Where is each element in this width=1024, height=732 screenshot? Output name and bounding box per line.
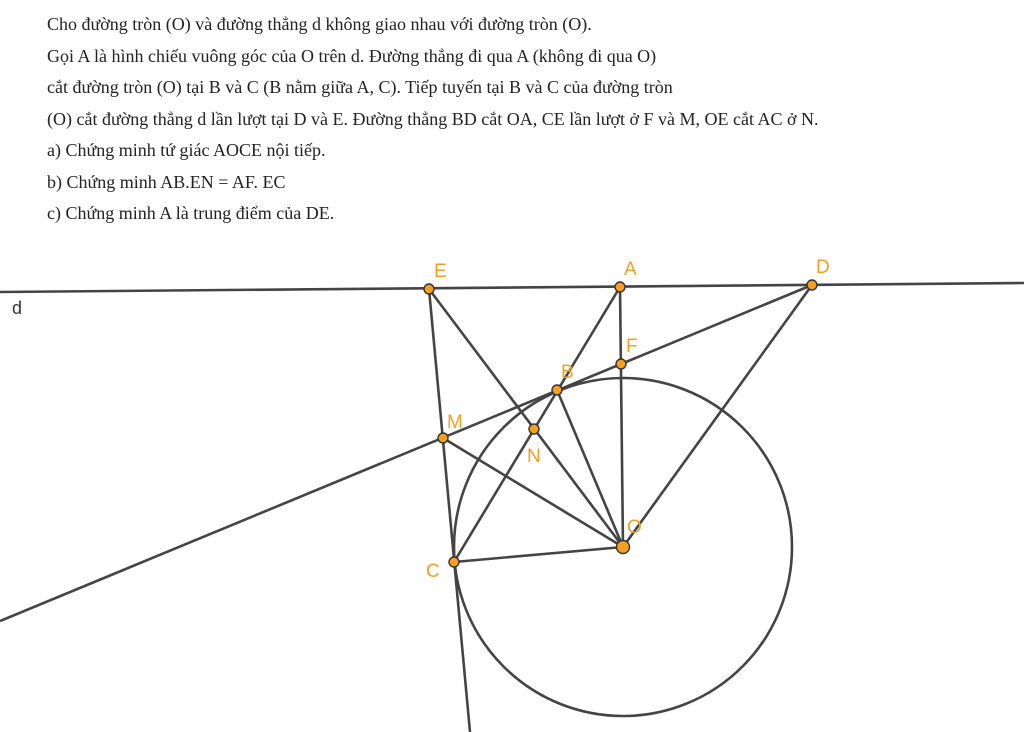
label-e: E [434, 261, 447, 282]
label-c: C [426, 561, 440, 582]
line-ce [429, 289, 470, 732]
point-d [807, 280, 817, 290]
point-n [529, 424, 539, 434]
line-oa [620, 287, 623, 547]
label-m: M [447, 412, 463, 433]
line-oc [454, 547, 623, 562]
point-o [617, 541, 630, 554]
label-n: N [527, 446, 541, 467]
line-d-label: d [12, 298, 23, 318]
question-b: b) Chứng minh AB.EN = AF. EC [47, 171, 286, 192]
point-f [616, 359, 626, 369]
problem-line-1: Cho đường tròn (O) và đường thẳng d không giao nhau với đường tròn (O). [47, 14, 592, 34]
point-c [449, 557, 459, 567]
point-e [424, 284, 434, 294]
problem-line-2: Gọi A là hình chiếu vuông góc của O trên d. Đường thẳng đi qua A (không đi qua O) [47, 45, 657, 66]
point-m [438, 433, 448, 443]
label-o: O [627, 517, 642, 538]
label-b: B [561, 362, 574, 383]
problem-line-3: cắt đường tròn (O) tại B và C (B nằm giữa A, C). Tiếp tuyến tại B và C của đường tròn [47, 77, 673, 97]
label-a: A [624, 259, 637, 280]
line-d [0, 283, 1024, 292]
point-a [615, 282, 625, 292]
label-d: D [816, 257, 830, 278]
point-b [552, 385, 562, 395]
problem-line-4: (O) cắt đường thẳng d lần lượt tại D và E. Đường thẳng BD cắt OA, CE lần lượt ở F và M, OE cắt AC ở N. [47, 108, 819, 129]
question-a: a) Chứng minh tứ giác AOCE nội tiếp. [47, 140, 326, 160]
question-c: c) Chứng minh A là trung điểm của DE. [47, 203, 335, 223]
label-f: F [626, 336, 638, 357]
line-ob [557, 390, 623, 547]
